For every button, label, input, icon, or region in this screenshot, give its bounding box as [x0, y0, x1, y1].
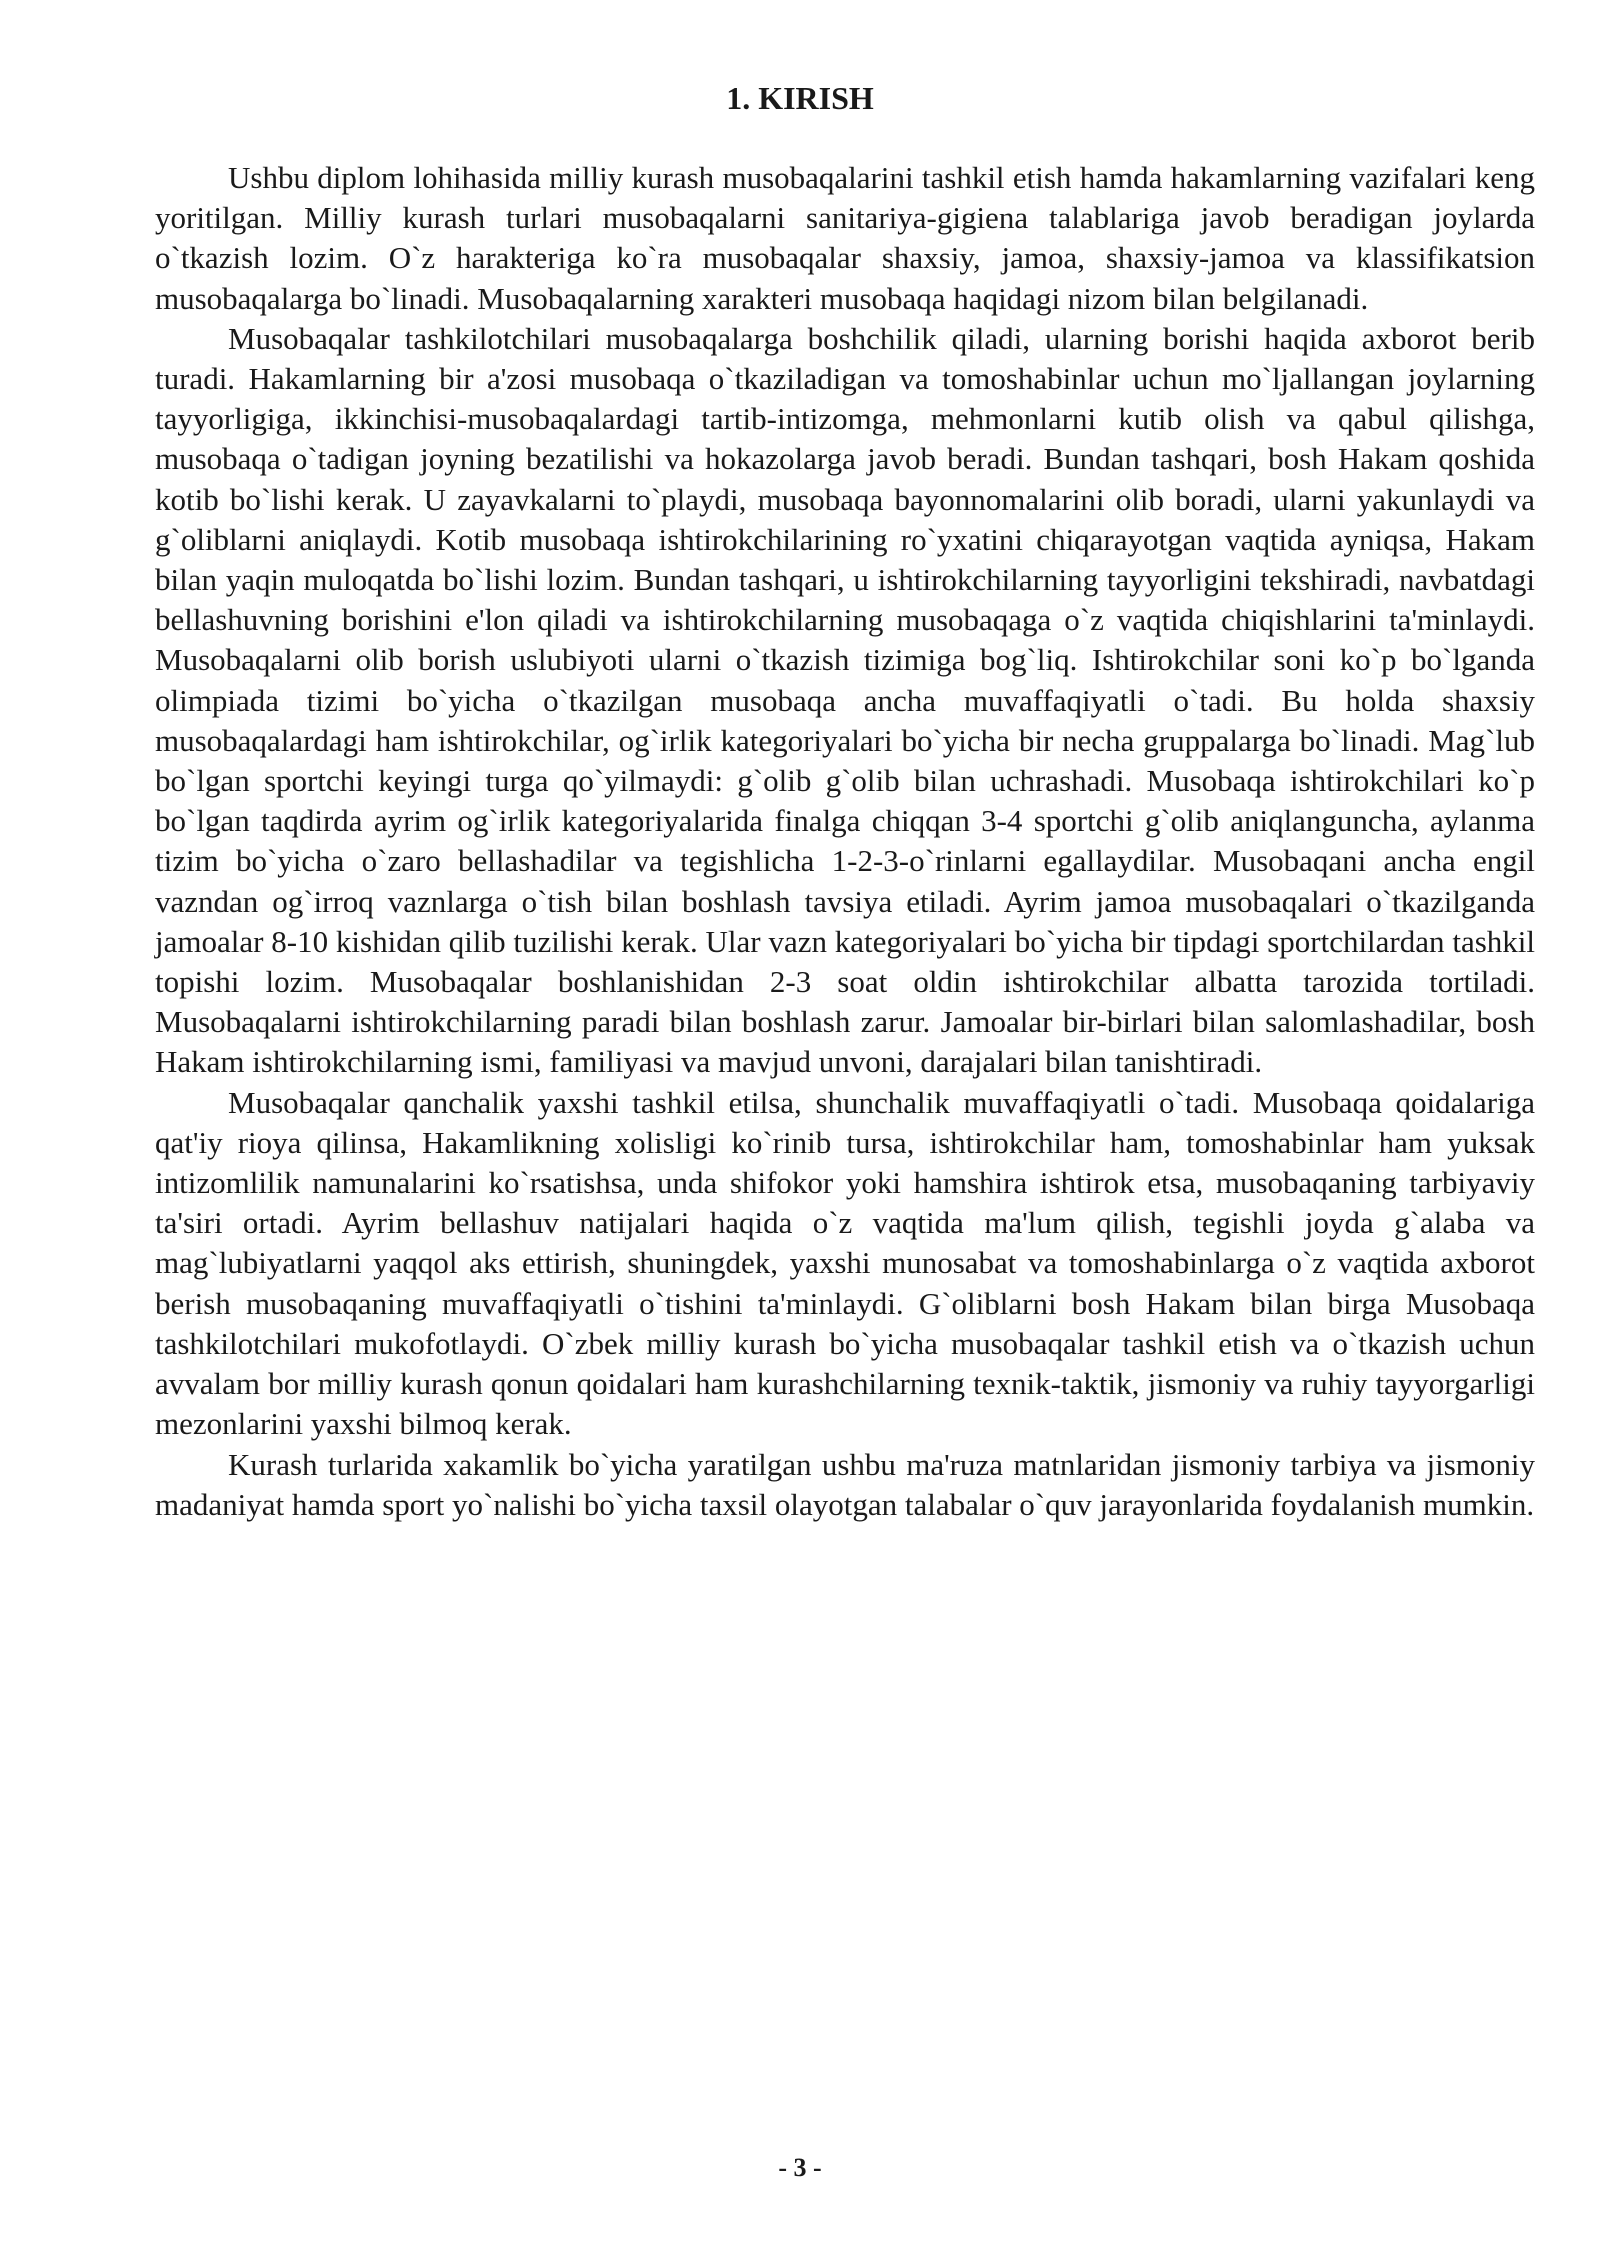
paragraph: Musobaqalar tashkilotchilari musobaqalarga boshchilik qiladi, ularning borishi haqida axborot berib turadi. Hakamlarning bir a'zosi musobaqa o`tkaziladigan va tomoshabinlar uchun mo`ljallangan joylarning tayyorligiga, ikkinchisi-musobaqalardagi tartib-intizomga, mehmonlarni kutib olish va qabul qilishga, musobaqa o`tadigan joyning bezatilishi va hokazolarga javob beradi. Bundan tashqari, bosh Hakam qoshida kotib bo`lishi kerak. U zayavkalarni to`playdi, musobaqa bayonnomalarini olib boradi, ularni yakunlaydi va g`oliblarni aniqlaydi. Kotib musobaqa ishtirokchilarining ro`yxatini chiqarayotgan vaqtida ayniqsa, Hakam bilan yaqin muloqatda bo`lishi lozim. Bundan tashqari, u ishtirokchilarning tayyorligini tekshiradi, navbatdagi bellashuvning borishini e'lon qiladi va ishtirokchilarning musobaqaga o`z vaqtida chiqishlarini ta'minlaydi. Musobaqalarni olib borish uslubiyoti ularni o`tkazish tizimiga bog`liq. Ishtirokchilar soni ko`p bo`lganda olimpiada tizimi bo`yicha o`tkazilgan musobaqa ancha muvaffaqiyatli o`tadi. Bu holda shaxsiy musobaqalardagi ham ishtirokchilar, og`irlik kategoriyalari bo`yicha bir necha gruppalarga bo`linadi. Mag`lub bo`lgan sportchi keyingi turga qo`yilmaydi: g`olib g`olib bilan uchrashadi. Musobaqa ishtirokchilari ko`p bo`lgan taqdirda ayrim og`irlik kategoriyalarida finalga chiqqan 3-4 sportchi g`olib aniqlanguncha, aylanma tizim bo`yicha o`zaro bellashadilar va tegishlicha 1-2-3-o`rinlarni egallaydilar. Musobaqani ancha engil vazndan og`irroq vaznlarga o`tish bilan boshlash tavsiya etiladi. Ayrim jamoa musobaqalari o`tkazilganda jamoalar 8-10 kishidan qilib tuzilishi kerak. Ular vazn kategoriyalari bo`yicha bir tipdagi sportchilardan tashkil topishi lozim. Musobaqalar boshlanishidan 2-3 soat oldin ishtirokchilar albatta tarozida tortiladi. Musobaqalarni ishtirokchilarning paradi bilan boshlash zarur. Jamoalar bir-birlari bilan salomlashadilar, bosh Hakam ishtirokchilarning ismi, familiyasi va mavjud unvoni, darajalari bilan tanishtiradi.: [155, 320, 1535, 1080]
section-title: 1. KIRISH: [726, 80, 874, 116]
page-number: - 3 -: [778, 2153, 822, 2182]
paragraph: Musobaqalar qanchalik yaxshi tashkil etilsa, shunchalik muvaffaqiyatli o`tadi. Musobaqa qoidalariga qat'iy rioya qilinsa, Hakamlikning xolisligi ko`rinib tursa, ishtirokchilar ham, tomoshabinlar ham yuksak intizomlilik namunalarini ko`rsatishsa, unda shifokor yoki hamshira ishtirok etsa, musobaqaning tarbiyaviy ta'siri ortadi. Ayrim bellashuv natijalari haqida o`z vaqtida ma'lum qilish, tegishli joyda g`alaba va mag`lubiyatlarni yaqqol aks ettirish, shuningdek, yaxshi munosabat va tomoshabinlarga o`z vaqtida axborot berish musobaqaning muvaffaqiyatli o`tishini ta'minlaydi. G`oliblarni bosh Hakam bilan birga Musobaqa tashkilotchilari mukofotlaydi. O`zbek milliy kurash bo`yicha musobaqalar tashkil etish va o`tkazish uchun avvalam bor milliy kurash qonun qoidalari ham kurashchilarning texnik-taktik, jismoniy va ruhiy tayyorgarligi mezonlarini yaxshi bilmoq kerak.: [155, 1084, 1535, 1442]
paragraph: Kurash turlarida xakamlik bo`yicha yaratilgan ushbu ma'ruza matnlaridan jismoniy tarbiya va jismoniy madaniyat hamda sport yo`nalishi bo`yicha taxsil olayotgan talabalar o`quv jarayonlarida foydalanish mumkin.: [155, 1446, 1535, 1522]
paragraph: Ushbu diplom lohihasida milliy kurash musobaqalarini tashkil etish hamda hakamlarning vazifalari keng yoritilgan. Milliy kurash turlari musobaqalarni sanitariya-gigiena talablariga javob beradigan joylarda o`tkazish lozim. O`z harakteriga ko`ra musobaqalar shaxsiy, jamoa, shaxsiy-jamoa va klassifikatsion musobaqalarga bo`linadi. Musobaqalarning xarakteri musobaqa haqidagi nizom bilan belgilanadi.: [155, 160, 1535, 316]
body-text: [155, 158, 1535, 1525]
